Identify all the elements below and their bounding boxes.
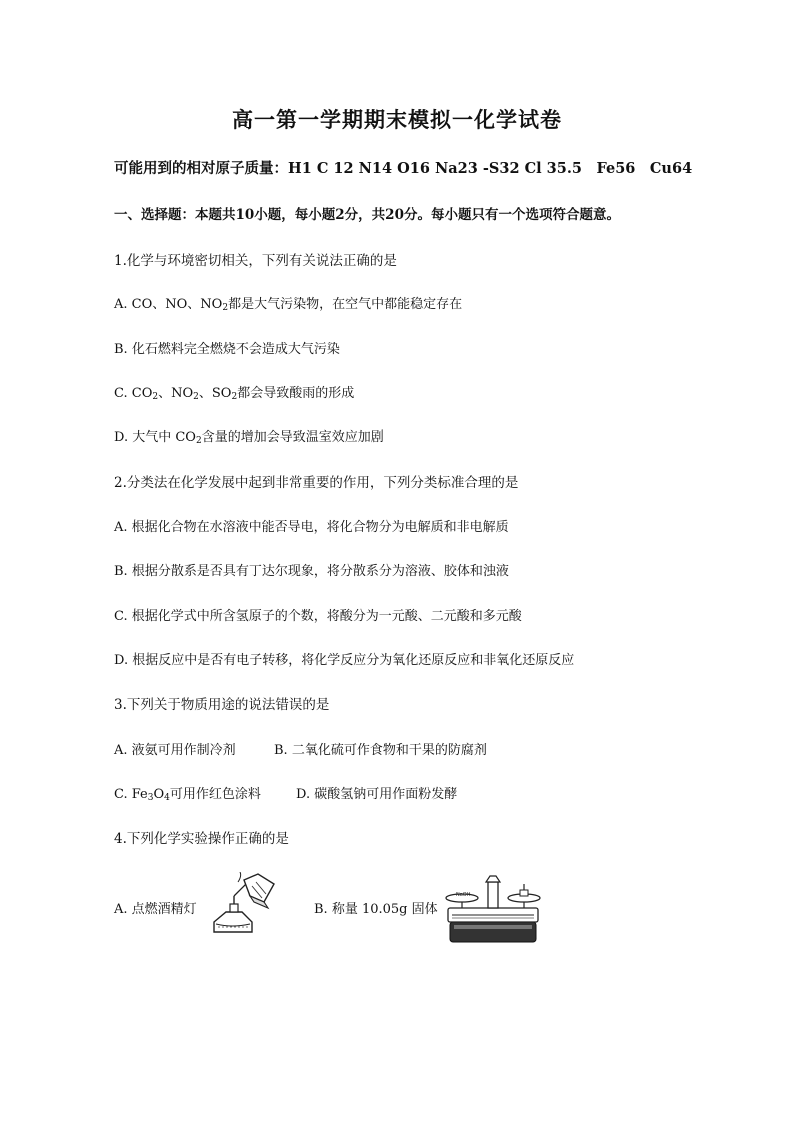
question-1-option-c: C. $CO_2$、$NO_2$、$SO_2$都会导致酸雨的形成 bbox=[114, 386, 355, 402]
page-title: 高一第一学期期末模拟一化学试卷 bbox=[232, 107, 562, 132]
question-4-option-a: A. 点燃酒精灯 bbox=[114, 902, 197, 917]
question-2-option-a: A. 根据化合物在水溶液中能否导电，将化合物分为电解质和非电解质 bbox=[114, 520, 509, 535]
question-2-option-c: C. 根据化学式中所含氢原子的个数，将酸分为一元酸、二元酸和多元酸 bbox=[114, 609, 522, 624]
section-heading: 一、选择题：本题共10小题，每小题2分，共20分。每小题只有一个选项符合题意。 bbox=[114, 207, 620, 223]
question-1-stem: 1.化学与环境密切相关，下列有关说法正确的是 bbox=[114, 253, 397, 269]
question-3-stem: 3.下列关于物质用途的说法错误的是 bbox=[114, 697, 330, 713]
question-2-option-b: B. 根据分散系是否具有丁达尔现象，将分散系分为溶液、胶体和浊液 bbox=[114, 564, 509, 579]
question-3-option-a: A. 液氨可用作制冷剂 bbox=[114, 743, 236, 758]
balance-plate-label: NaOH bbox=[456, 892, 471, 898]
question-1-option-b: B. 化石燃料完全燃烧不会造成大气污染 bbox=[114, 342, 340, 357]
balance-scale-figure bbox=[444, 872, 544, 944]
question-2-stem: 2.分类法在化学发展中起到非常重要的作用，下列分类标准合理的是 bbox=[114, 475, 519, 491]
question-3-option-c: C. $Fe_3O_4$可用作红色涂料 bbox=[114, 787, 261, 803]
question-4-stem: 4.下列化学实验操作正确的是 bbox=[114, 831, 289, 847]
question-1-option-a: A. CO、NO、$NO_2$都是大气污染物，在空气中都能稳定存在 bbox=[114, 297, 463, 313]
alcohol-lamp-lighting-figure bbox=[208, 872, 284, 936]
question-3-option-b: B. 二氧化硫可作食物和干果的防腐剂 bbox=[274, 743, 487, 758]
atomic-masses-line: 可能用到的相对原子质量：H1 C 12 N14 O16 Na23 -S32 Cl 35.5 Fe56 Cu64 bbox=[114, 160, 693, 177]
question-4-option-b: B. 称量 10.05g 固体 bbox=[314, 902, 438, 917]
question-3-option-d: D. 碳酸氢钠可用作面粉发酵 bbox=[296, 787, 458, 802]
question-1-option-d: D. 大气中 $CO_2$含量的增加会导致温室效应加剧 bbox=[114, 430, 384, 446]
question-2-option-d: D. 根据反应中是否有电子转移，将化学反应分为氧化还原反应和非氧化还原反应 bbox=[114, 653, 575, 668]
